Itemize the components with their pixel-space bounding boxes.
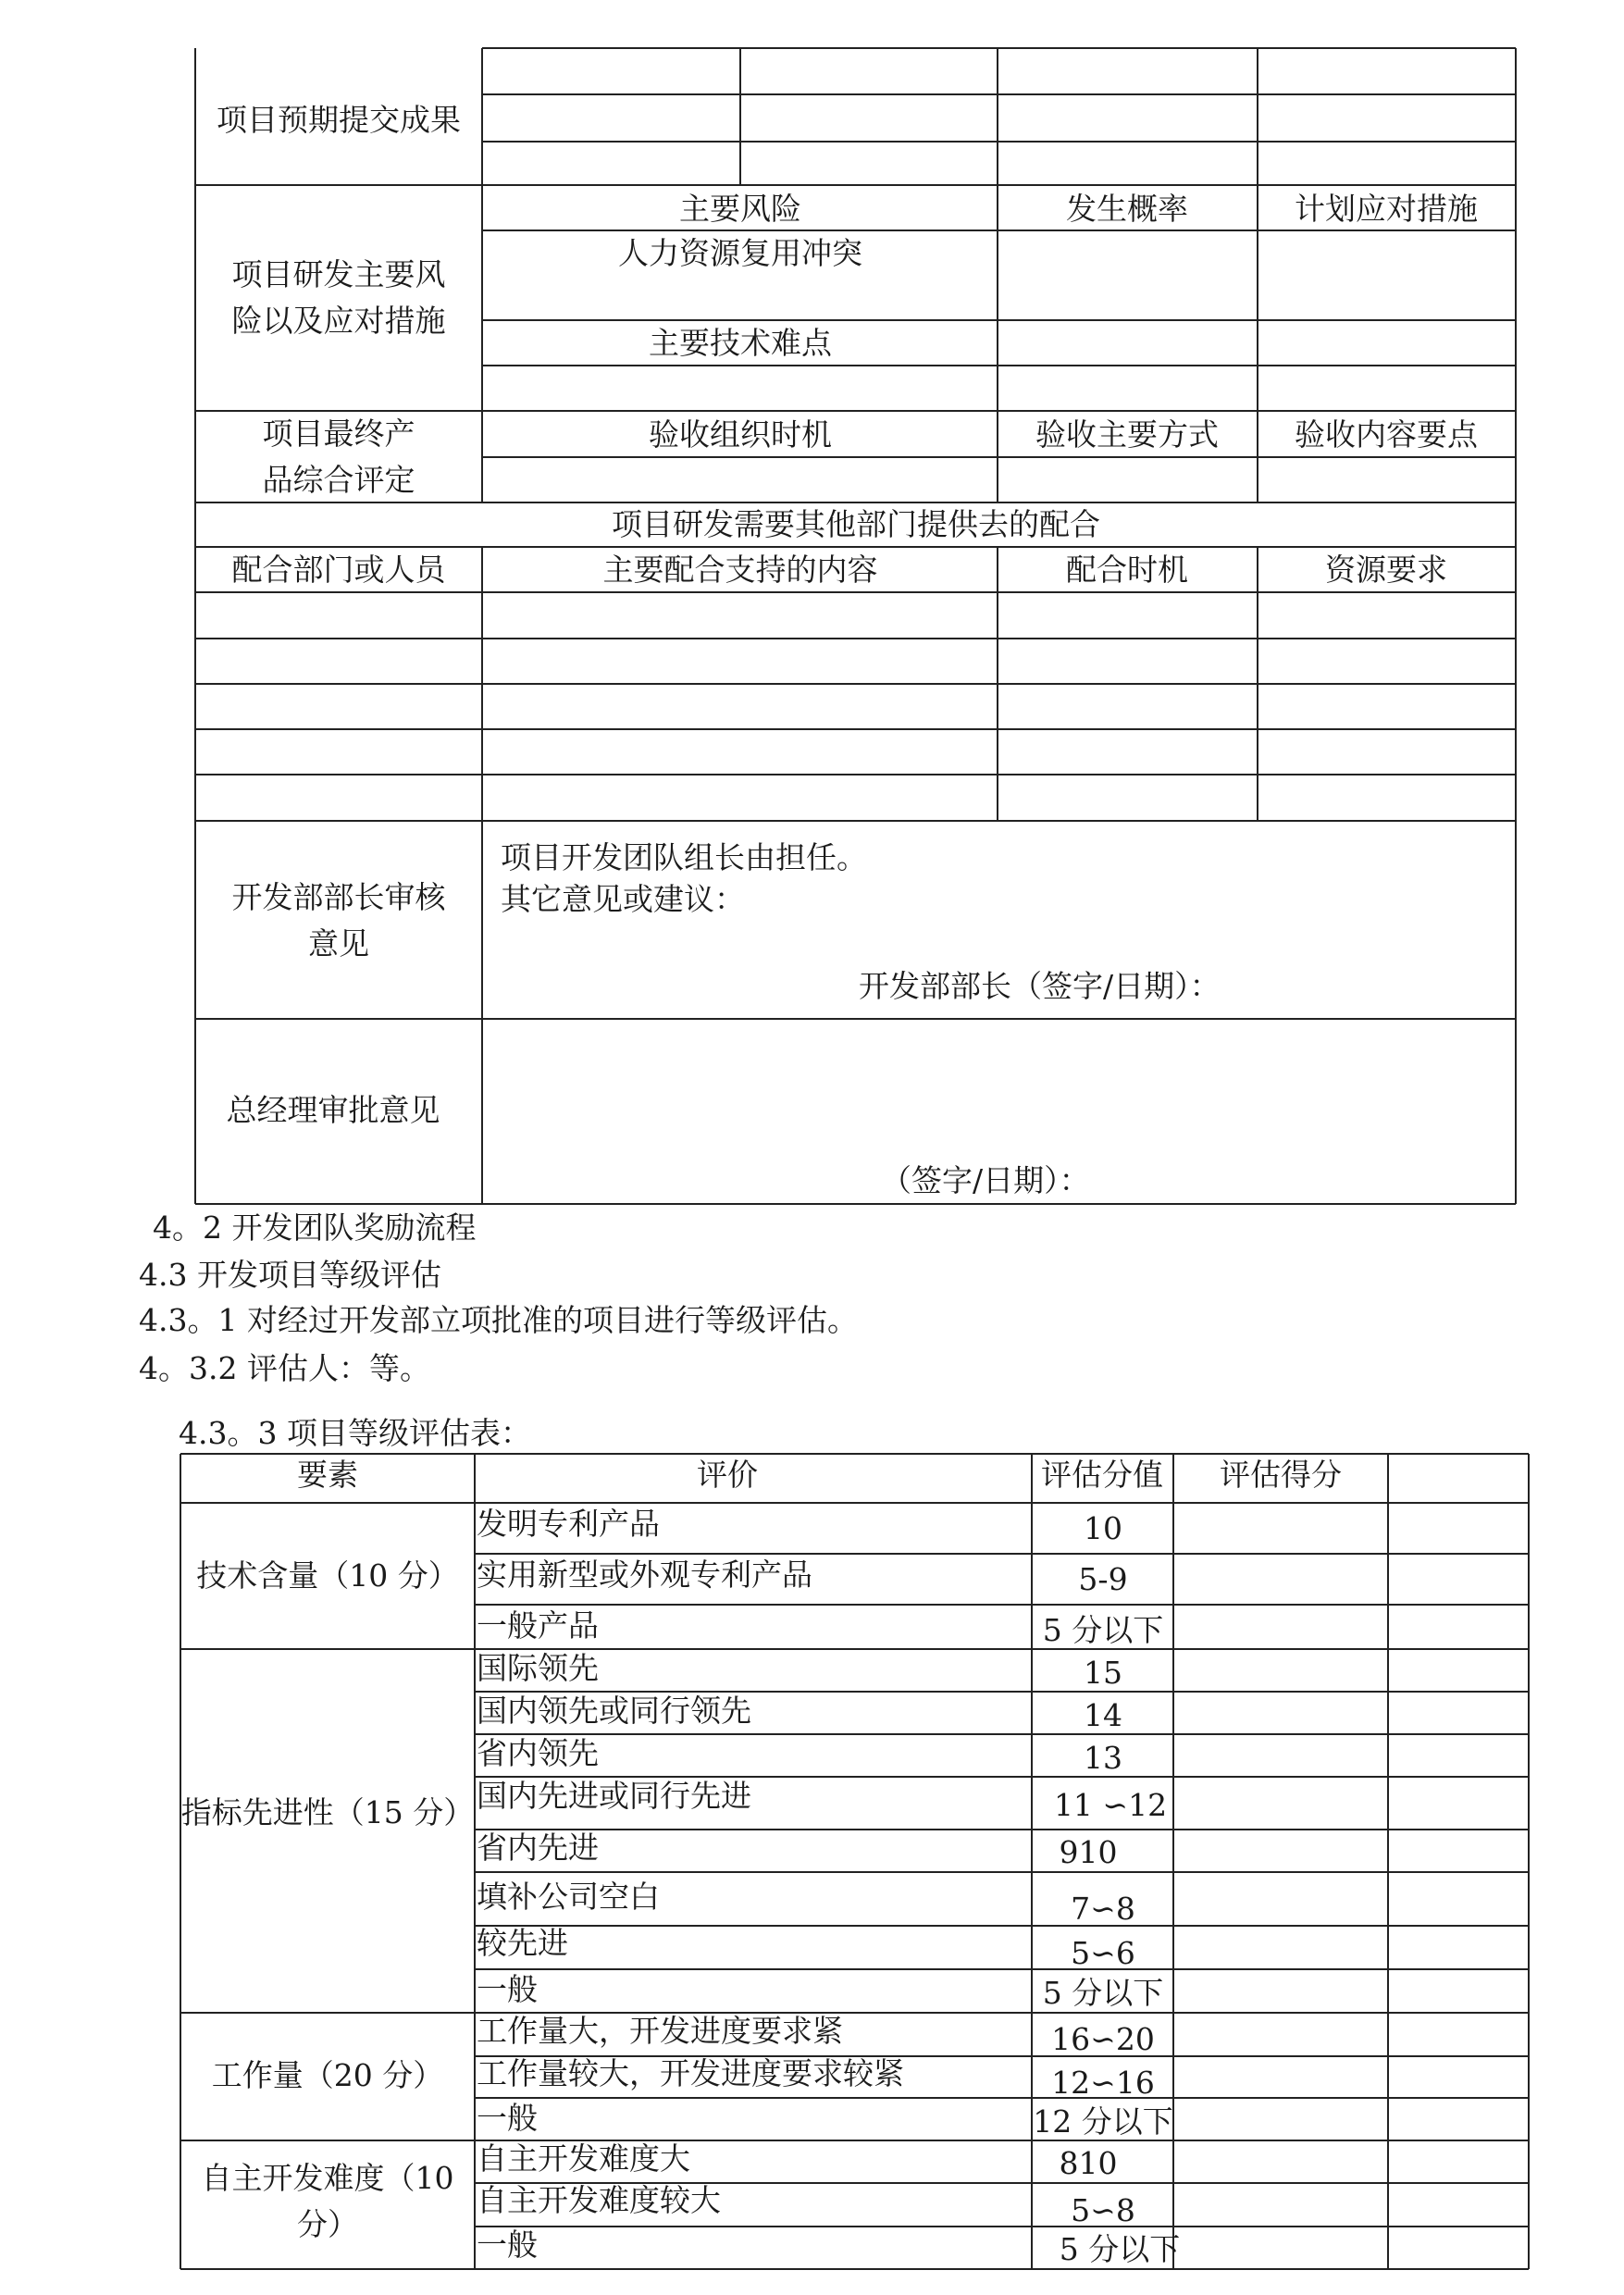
eval-desc: 自主开发难度大	[477, 2140, 690, 2177]
dev-head-label: 开发部部长审核意见	[231, 879, 446, 961]
section-4-3: 4.3 开发项目等级评估	[139, 1257, 441, 1293]
gm-sign: （签字/日期）：	[881, 1162, 1090, 1198]
final-eval-label: 项目最终产品综合评定	[262, 416, 415, 498]
gm-label: 总经理审批意见	[226, 1092, 440, 1128]
eval-score: 910	[1059, 1834, 1118, 1870]
eval-score: 5-9	[1078, 1561, 1128, 1597]
eval-desc: 省内先进	[477, 1830, 599, 1866]
eval-score: 14	[1084, 1697, 1122, 1733]
eval-score: 5 分以下	[1059, 2231, 1181, 2267]
eval-desc: 省内领先	[477, 1735, 599, 1771]
eval-score: 16∽20	[1051, 2021, 1155, 2057]
section-4-3-1: 4.3。1 对经过开发部立项批准的项目进行等级评估。	[139, 1302, 858, 1338]
accept-method: 验收主要方式	[1035, 416, 1219, 453]
coop-timing-header: 配合时机	[1066, 552, 1188, 588]
risk-item-tech: 主要技术难点	[649, 325, 832, 361]
risk-label: 项目研发主要风险以及应对措施	[231, 256, 446, 339]
accept-points: 验收内容要点	[1295, 416, 1478, 453]
eval-desc: 较先进	[477, 1925, 568, 1961]
eval-desc: 一般产品	[477, 1607, 599, 1644]
factor-difficulty: 自主开发难度（10 分）	[201, 2160, 454, 2242]
factor-tech: 技术含量（10 分）	[196, 1557, 459, 1594]
eval-score: 810	[1059, 2145, 1118, 2181]
eval-score: 11 ∽12	[1053, 1787, 1168, 1823]
dev-head-line1: 项目开发团队组长由担任。	[501, 839, 867, 875]
risk-header-main: 主要风险	[679, 191, 801, 227]
eval-score: 12 分以下	[1033, 2103, 1173, 2140]
eval-header-result: 评估得分	[1220, 1457, 1342, 1493]
eval-header-factor: 要素	[297, 1457, 358, 1493]
eval-score: 12∽16	[1051, 2065, 1155, 2101]
eval-desc: 一般	[477, 1971, 538, 2007]
eval-desc: 国际领先	[477, 1650, 599, 1686]
eval-score: 5∽8	[1071, 2192, 1135, 2228]
eval-desc: 国内领先或同行领先	[477, 1693, 751, 1729]
section-4-2: 4。2 开发团队奖励流程	[153, 1210, 477, 1246]
risk-item-hr: 人力资源复用冲突	[618, 235, 862, 271]
section-4-3-2: 4。3.2 评估人：等。	[139, 1350, 430, 1386]
eval-header-desc: 评价	[697, 1457, 758, 1493]
eval-score: 15	[1084, 1655, 1122, 1691]
coop-dept-header: 配合部门或人员	[231, 552, 446, 588]
eval-score: 10	[1084, 1510, 1122, 1546]
coop-title: 项目研发需要其他部门提供去的配合	[612, 506, 1100, 542]
factor-workload: 工作量（20 分）	[211, 2057, 444, 2093]
accept-timing: 验收组织时机	[649, 416, 832, 453]
coop-content-header: 主要配合支持的内容	[602, 552, 878, 588]
eval-desc: 自主开发难度较大	[477, 2182, 721, 2218]
eval-desc: 一般	[477, 2100, 538, 2136]
deliverables-label: 项目预期提交成果	[217, 102, 461, 138]
eval-score: 7∽8	[1071, 1891, 1135, 1927]
eval-desc: 工作量大，开发进度要求紧	[477, 2013, 843, 2049]
eval-desc: 工作量较大，开发进度要求较紧	[477, 2055, 904, 2091]
section-4-3-3: 4.3。3 项目等级评估表：	[179, 1415, 531, 1451]
eval-score: 5 分以下	[1042, 1612, 1164, 1648]
eval-score: 5∽6	[1071, 1935, 1135, 1971]
eval-score: 13	[1084, 1740, 1122, 1776]
risk-header-prob: 发生概率	[1066, 191, 1188, 227]
eval-header-score: 评估分值	[1041, 1457, 1163, 1493]
eval-desc: 实用新型或外观专利产品	[477, 1557, 812, 1593]
eval-score: 5 分以下	[1042, 1975, 1164, 2011]
eval-desc: 国内先进或同行先进	[477, 1778, 751, 1814]
risk-header-plan: 计划应对措施	[1295, 191, 1478, 227]
eval-desc: 发明专利产品	[477, 1506, 660, 1542]
eval-desc: 一般	[477, 2227, 538, 2263]
factor-advanced: 指标先进性（15 分）	[180, 1794, 475, 1830]
dev-head-sign: 开发部部长（签字/日期）：	[859, 968, 1221, 1004]
dev-head-line2: 其它意见或建议：	[501, 881, 745, 917]
coop-resource-header: 资源要求	[1325, 552, 1447, 588]
eval-desc: 填补公司空白	[477, 1879, 660, 1915]
